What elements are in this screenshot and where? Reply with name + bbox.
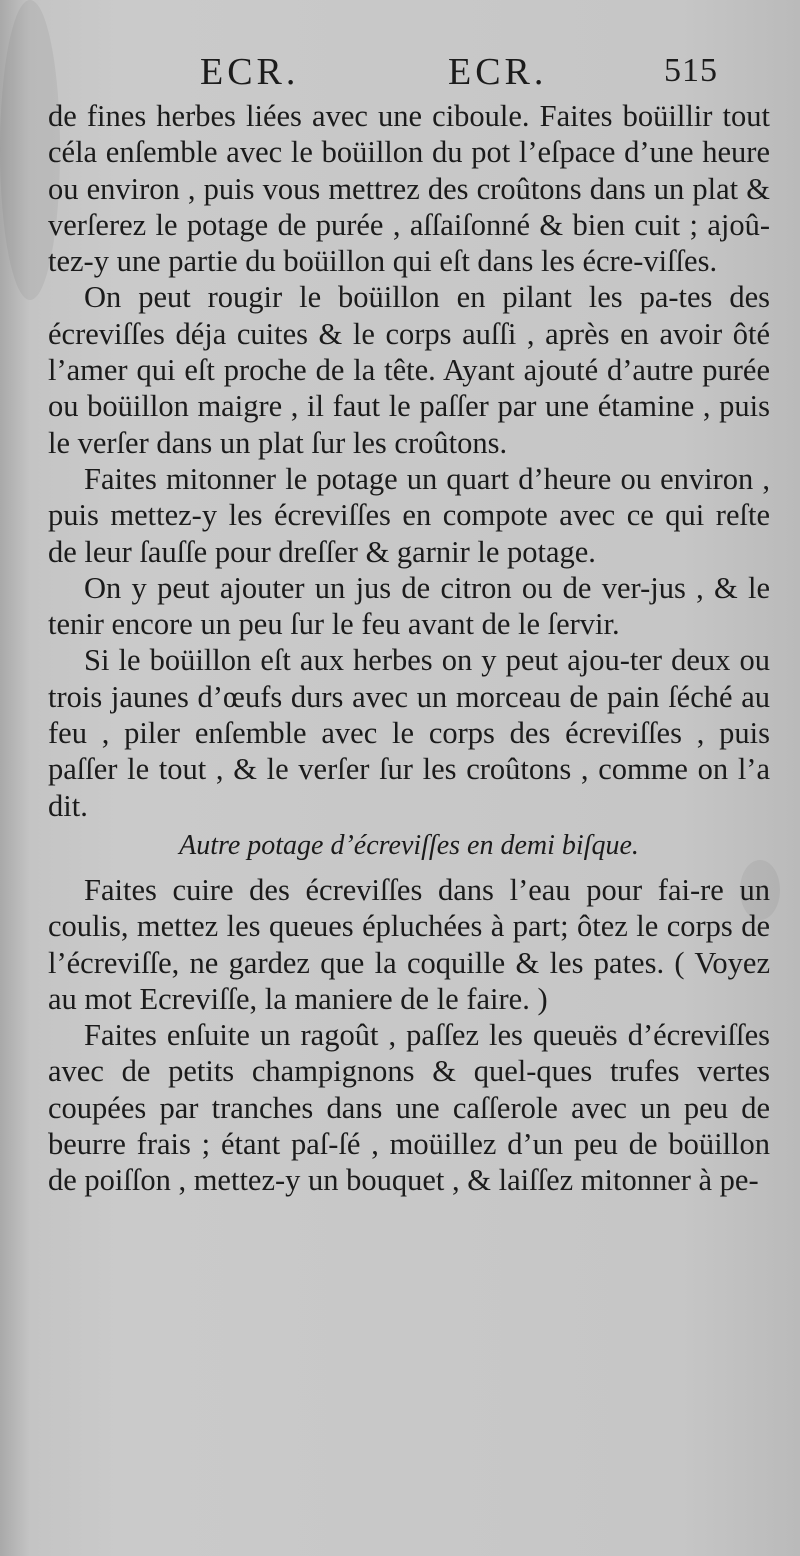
paragraph: On y peut ajouter un jus de citron ou de ver-jus , & le tenir encore un peu ſur le feu avant de le ſervir. bbox=[48, 570, 770, 642]
running-header bbox=[0, 50, 800, 100]
paragraph: Faites cuire des écreviſſes dans l’eau pour fai-re un coulis, mettez les queues épluchées à part; ôtez le corps de l’écreviſſe, ne gardez que la coquille & les pates. ( Voyez au mot Ecreviſſe, la maniere de le faire. ) bbox=[48, 872, 770, 1016]
header-center: ECR. bbox=[448, 51, 548, 93]
paragraph: Si le boüillon eſt aux herbes on y peut ajou-ter deux ou trois jaunes d’œufs durs avec un morceau de pain ſéché au feu , piler enſemble avec le corps des écreviſſes , puis paſſer le tout , & le verſer ſur les croûtons , comme on l’a dit. bbox=[48, 643, 770, 823]
page-number: 515 bbox=[664, 52, 718, 89]
paragraph: Faites enſuite un ragoût , paſſez les queuës d’écreviſſes avec de petits champignons & quel-ques trufes vertes coupées par tranches dans une caſſerole avec un peu de beurre frais ; étant paſ-ſé , moüillez d’un peu de boüillon de poiſſon , mettez-y un bouquet , & laiſſez mitonner à pe- bbox=[48, 1018, 770, 1198]
paragraph: de fines herbes liées avec une ciboule. Faites boüillir tout céla enſemble avec le boüillon du pot l’eſpace d’une heure ou environ , puis vous mettrez des croûtons dans un plat & verſerez le potage de purée , aſſaiſonné & bien cuit ; ajoû-tez-y une partie du boüillon qui eſt dans les écre-viſſes. bbox=[48, 99, 770, 279]
header-left: ECR. bbox=[200, 51, 300, 93]
section-subheading: Autre potage d’écreviſſes en demi biſque. bbox=[179, 829, 639, 861]
paragraph: On peut rougir le boüillon en pilant les pa-tes des écreviſſes déja cuites & le corps auſſi , après en avoir ôté l’amer qui eſt proche de la tête. Ayant ajouté d’autre purée ou boüillon maigre , il faut le paſſer par une étamine , puis le verſer dans un plat ſur les croûtons. bbox=[48, 280, 770, 460]
page-body bbox=[48, 98, 770, 1199]
paragraph: Faites mitonner le potage un quart d’heure ou environ , puis mettez-y les écreviſſes en compote avec ce qui reſte de leur ſauſſe pour dreſſer & garnir le potage. bbox=[48, 461, 770, 569]
